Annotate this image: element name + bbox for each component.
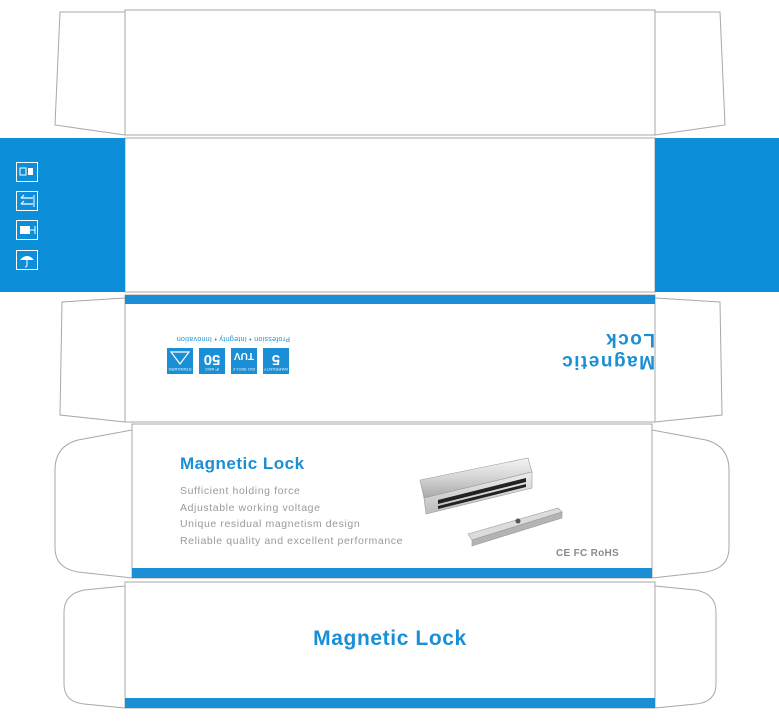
feature-list xyxy=(180,483,420,549)
certification-marks: CE FC RoHS xyxy=(556,548,619,559)
this-way-up-icon xyxy=(16,191,38,211)
magnetic-lock-product-image xyxy=(410,450,570,550)
feature-item: Unique residual magnetism design xyxy=(180,518,361,530)
bottom-panel-title: Magnetic Lock xyxy=(313,627,467,650)
bottom-panel-blue-bar xyxy=(125,698,655,708)
top-flap-slogan: Profession • Integrity • Innovation xyxy=(176,335,290,342)
feature-item: Sufficient holding force xyxy=(180,485,301,497)
ip-standard-badge: STANDARD xyxy=(167,348,193,374)
front-panel-blue-bar xyxy=(132,568,652,578)
top-flap-content xyxy=(125,304,655,422)
feature-item: Reliable quality and excellent performance xyxy=(180,534,404,547)
top-flap-blue-bar xyxy=(125,295,655,304)
feature-item: Adjustable working voltage xyxy=(180,501,321,514)
front-panel-title: Magnetic Lock xyxy=(180,454,305,473)
top-flap-title: Magnetic Lock xyxy=(560,329,655,372)
fifty-badge: IP 68/C 50 xyxy=(199,348,225,374)
right-blue-side-panel xyxy=(655,138,779,292)
warranty-badge: WARRANTY 5 xyxy=(263,348,289,374)
stack-limit-icon xyxy=(16,220,38,240)
keep-dry-umbrella-icon xyxy=(16,250,38,270)
triangle-shield-icon xyxy=(168,348,192,365)
fragile-glass-icon xyxy=(16,162,38,182)
tuv-badge: ISO 9001:2 TUV xyxy=(232,350,256,372)
